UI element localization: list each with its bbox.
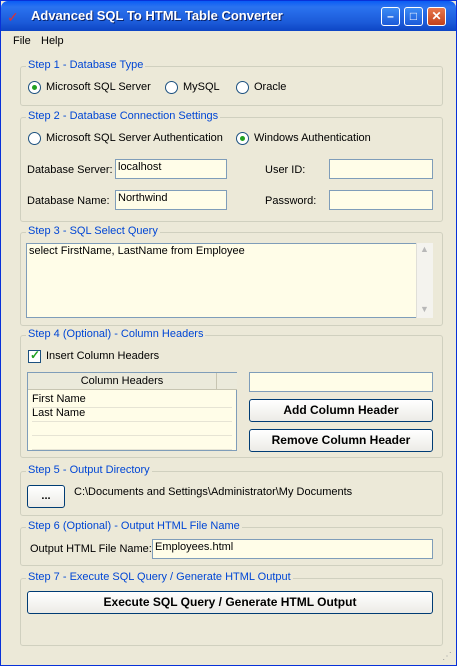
radio-windows-auth-label[interactable]: Windows Authentication: [254, 132, 371, 144]
step4-legend: Step 4 (Optional) - Column Headers: [28, 328, 204, 340]
insert-headers-label[interactable]: Insert Column Headers: [46, 350, 160, 362]
step2-legend: Step 2 - Database Connection Settings: [28, 110, 219, 122]
browse-directory-button[interactable]: ...: [27, 485, 65, 508]
step6-legend: Step 6 (Optional) - Output HTML File Name: [28, 520, 240, 532]
radio-windows-auth[interactable]: [236, 132, 249, 145]
list-item-empty: [32, 421, 232, 436]
user-id-input[interactable]: [329, 159, 433, 179]
radio-mysql[interactable]: [165, 81, 178, 94]
output-file-name-input[interactable]: Employees.html: [152, 539, 433, 559]
list-header-filler: [216, 373, 237, 390]
user-id-label: User ID:: [265, 164, 306, 176]
radio-sql-auth[interactable]: [28, 132, 41, 145]
sql-query-textarea[interactable]: select FirstName, LastName from Employee: [26, 243, 416, 318]
step7-group: [20, 571, 443, 646]
step3-legend: Step 3 - SQL Select Query: [28, 225, 158, 237]
scroll-up-icon[interactable]: ▲: [420, 244, 429, 254]
step7-legend: Step 7 - Execute SQL Query / Generate HTML Output: [28, 571, 291, 583]
step1-group: [20, 59, 443, 106]
radio-mssql-label[interactable]: Microsoft SQL Server: [46, 81, 151, 93]
insert-headers-checkbox[interactable]: [28, 350, 41, 363]
list-item[interactable]: First Name: [32, 393, 232, 408]
maximize-button[interactable]: [404, 7, 423, 26]
database-server-input[interactable]: localhost: [115, 159, 227, 179]
resize-grip-icon[interactable]: ⋰: [442, 651, 452, 662]
menu-file[interactable]: File: [13, 35, 31, 47]
menu-bar: [1, 31, 456, 51]
app-icon: ✓: [7, 9, 19, 25]
maximize-icon: □: [409, 9, 418, 23]
step5-legend: Step 5 - Output Directory: [28, 464, 150, 476]
step4-group: [20, 328, 443, 458]
minimize-icon: –: [387, 9, 394, 23]
password-input[interactable]: [329, 190, 433, 210]
radio-mssql[interactable]: [28, 81, 41, 94]
column-headers-list[interactable]: [27, 372, 237, 451]
radio-sql-auth-label[interactable]: Microsoft SQL Server Authentication: [46, 132, 223, 144]
step1-legend: Step 1 - Database Type: [28, 59, 144, 71]
menu-help[interactable]: Help: [41, 35, 64, 47]
step2-group: [20, 110, 443, 222]
radio-mysql-label[interactable]: MySQL: [183, 81, 220, 93]
remove-column-header-button[interactable]: Remove Column Header: [249, 429, 433, 452]
scroll-down-icon[interactable]: ▼: [420, 304, 429, 314]
password-label: Password:: [265, 195, 317, 207]
step3-group: [20, 225, 443, 326]
radio-oracle[interactable]: [236, 81, 249, 94]
window-title: Advanced SQL To HTML Table Converter: [31, 8, 283, 23]
list-item[interactable]: Last Name: [32, 407, 232, 422]
title-bar[interactable]: [1, 1, 456, 31]
radio-oracle-label[interactable]: Oracle: [254, 81, 287, 93]
database-server-label: Database Server:: [27, 164, 113, 176]
output-file-name-label: Output HTML File Name:: [30, 543, 152, 555]
close-icon: ✕: [431, 9, 442, 23]
minimize-button[interactable]: [381, 7, 400, 26]
new-column-header-input[interactable]: [249, 372, 433, 392]
step6-group: [20, 520, 443, 566]
database-name-input[interactable]: Northwind: [115, 190, 227, 210]
close-button[interactable]: [427, 7, 446, 26]
query-scrollbar[interactable]: [416, 243, 433, 318]
add-column-header-button[interactable]: Add Column Header: [249, 399, 433, 422]
list-item-empty: [32, 435, 232, 450]
output-directory-path: C:\Documents and Settings\Administrator\My Documents: [74, 486, 353, 498]
step5-group: [20, 464, 443, 516]
database-name-label: Database Name:: [27, 195, 110, 207]
column-headers-list-header[interactable]: Column Headers: [28, 373, 216, 390]
execute-generate-button[interactable]: Execute SQL Query / Generate HTML Output: [27, 591, 433, 614]
